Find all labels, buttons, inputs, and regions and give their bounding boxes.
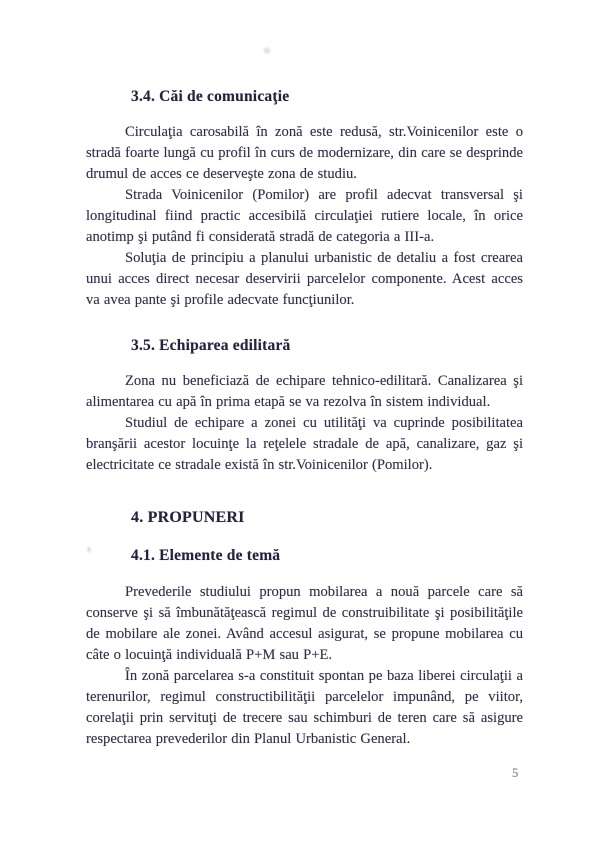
page-number: 5 (512, 766, 519, 780)
paragraph-solutia-de-principiu: Soluţia de principiu a planului urbanistic de detaliu a fost crearea unui acces direct necesar deservirii parcelelor componente. Acest acces va avea pante şi profile adecvate funcţiunilor. (86, 250, 523, 308)
section-heading-elemente-de-tema: 4.1. Elemente de temă (131, 547, 281, 564)
section-heading-propuneri: 4. PROPUNERI (131, 509, 245, 526)
paragraph-prevederile-studiului: Prevederile studiului propun mobilarea a nouă parcele care să conserve şi să îmbunătăţească regimul de construibilitate şi posibilităţile de mobilare ale zonei. Având accesul asigurat, se propune mobilarea cu câte o locuinţă individuală P+M sau P+E. (86, 584, 523, 663)
section-heading-echiparea-edilitara: 3.5. Echiparea edilitară (131, 337, 291, 354)
scan-artifact (262, 46, 272, 55)
paragraph-strada-voinicenilor: Strada Voinicenilor (Pomilor) are profil adecvat transversal şi longitudinal fiind practic accesibilă circulaţiei rutiere locale, în orice anotimp şi putând fi considerată stradă de categoria a III-a. (86, 187, 523, 245)
paragraph-zona-nu-beneficiaza: Zona nu beneficiază de echipare tehnico-edilitară. Canalizarea şi alimentarea cu apă în prima etapă se va rezolva în sistem individual. (86, 373, 523, 410)
section-heading-cai-de-comunicatie: 3.4. Căi de comunicaţie (131, 88, 290, 105)
page-content (86, 86, 523, 750)
paragraph-circulatia-carosabila: Circulaţia carosabilă în zonă este redusă, str.Voinicenilor este o stradă foarte lungă cu profil în curs de modernizare, din care se desprinde drumul de acces ce deserveşte zona de studiu. (86, 124, 523, 182)
paragraph-studiul-de-echipare: Studiul de echipare a zonei cu utilităţi va cuprinde posibilitatea branşării acestor locuinţe la reţelele stradale de apă, canalizare, gaz şi electricitate ce stradale există în str.Voinicenilor (Pomilor). (86, 415, 523, 473)
paragraph-in-zona-parcelarea: În zonă parcelarea s-a constituit spontan pe baza liberei circulaţii a terenurilor, regimul constructibilităţii parcelelor impunând, pe viitor, corelaţii prin servituţi de trecere sau schimburi de teren care să asigure respectarea prevederilor din Planul Urbanistic General. (86, 668, 523, 747)
